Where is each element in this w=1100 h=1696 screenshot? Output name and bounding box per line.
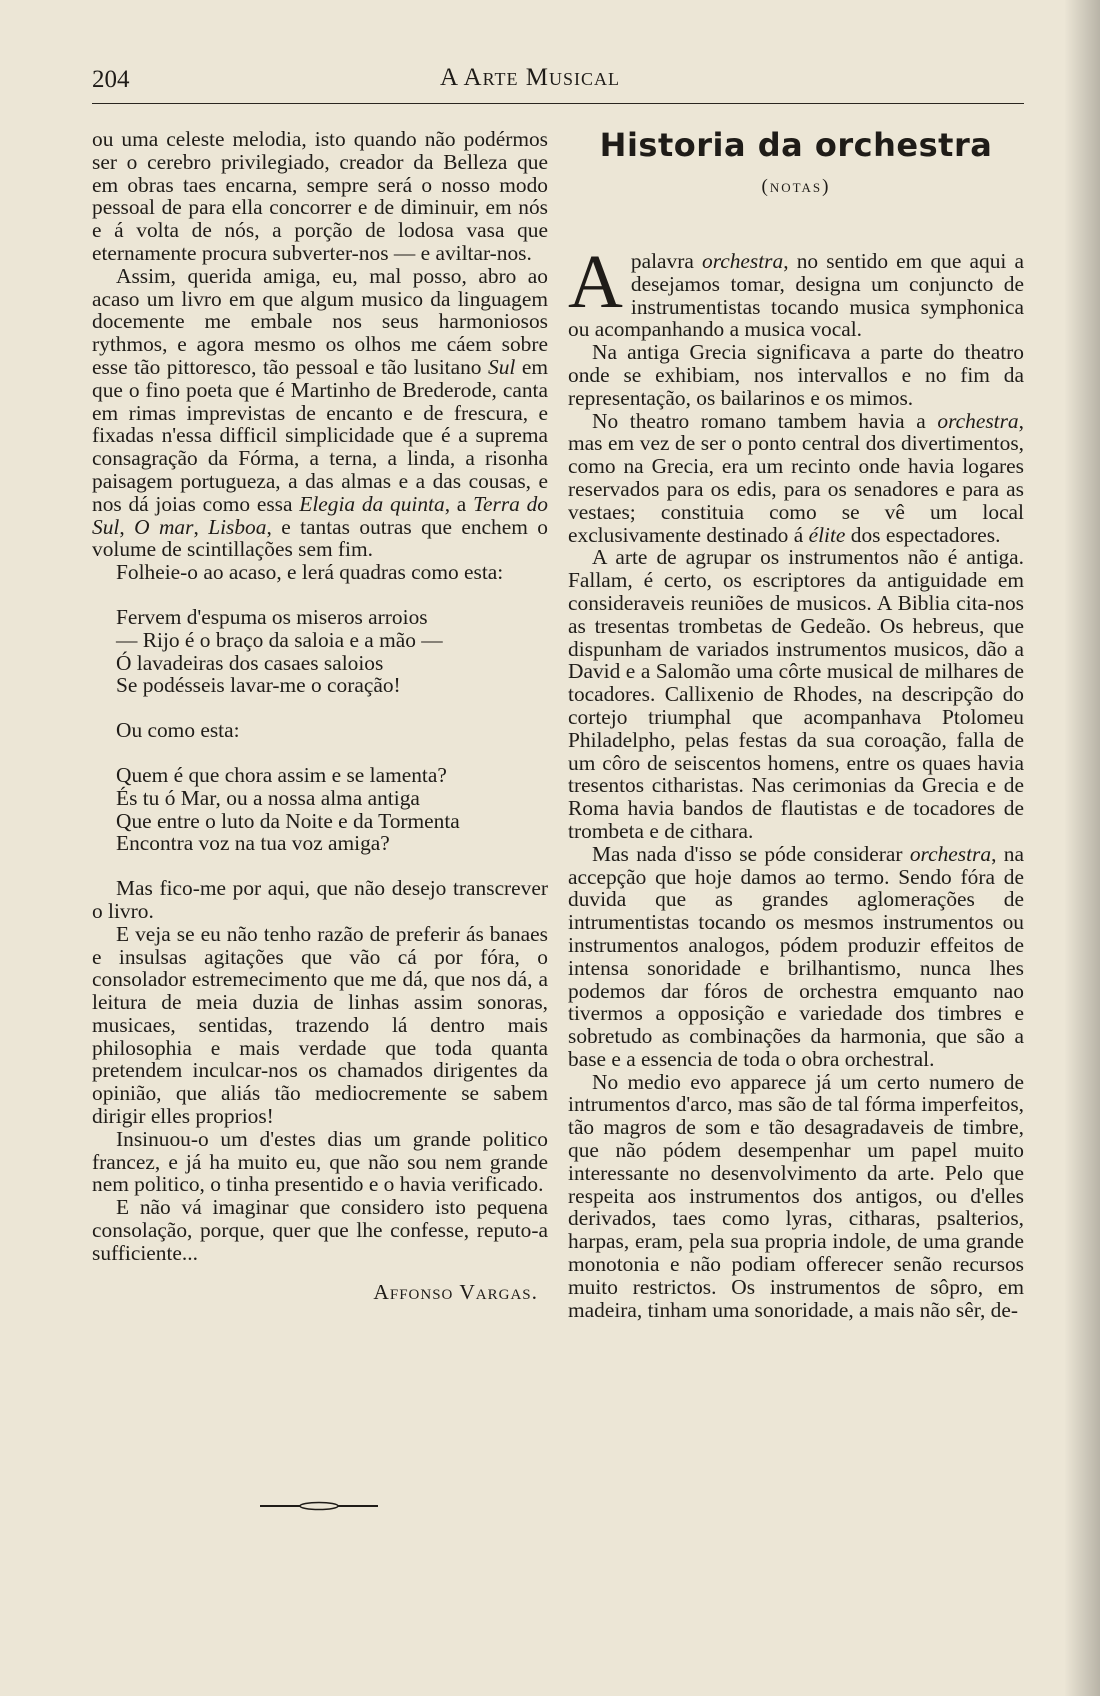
page-edge-shadow	[1064, 0, 1100, 1696]
right-paragraph-3: No theatro romano tambem havia a orchestra, mas em vez de ser o ponto central dos divertimentos, como na Grecia, era um recinto onde havia logares reservados para os edis, para os senadores e para as vestaes; constituia como se vê um local exclusivamente destinado á élite dos espectadores.	[568, 408, 1024, 547]
left-paragraph-2: Assim, querida amiga, eu, mal posso, abro ao acaso um livro em que algum musico da linguagem docemente me embale nos seus harmoniosos rythmos, e agora mesmo os olhos me cáem sobre esse tão pittoresco, tão pessoal e tão lusitano Sul em que o fino poeta que é Martinho de Brederode, canta em rimas imprevistas de encanto e de frescura, e fixadas n'essa difficil simplicidade que é a suprema consagração da Fórma, a terna, a linda, a risonha paisagem portugueza, a das almas e a das cousas, e nos dá joias como essa Elegia da quinta, a Terra do Sul, O mar, Lisboa, e tantas outras que enchem o volume de scintillações sem fim.	[92, 263, 548, 562]
divider-ornament	[260, 1500, 378, 1512]
poem-stanza-1	[116, 606, 548, 697]
right-paragraph-2: Na antiga Grecia significava a parte do theatro onde se exhibiam, nos intervallos e no fim da representação, os bailarinos e os mimos.	[568, 340, 1024, 410]
author-signature: Affonso Vargas.	[373, 1279, 538, 1304]
left-paragraph-6: E veja se eu não tenho razão de preferir ás banaes e insulsas agitações que vão cá por fóra, o consolador estremecimento que me dá, que nos dá, a leitura de meia duzia de linhas assim sonoras, musicaes, sentidas, trazendo lá dentro mais philosophia e mais verdade que toda quanta pretendem inculcar-nos os chamados dirigentes da opinião, que aliás tão mediocremente se sabem dirigir elles proprios!	[92, 921, 548, 1129]
article-title: Historia da orchestra	[599, 126, 993, 164]
right-paragraph-6: No medio evo apparece já um certo numero de intrumentos d'arco, mas são de tal fórma imperfeitos, tão magros de som e tão desagradaveis de timbre, que não pódem desempenhar um papel muito interessante no desenvolvimento da arte. Pelo que respeita aos instrumentos dos antigos, ou d'elles derivados, taes como lyras, citharas, psalterios, harpas, eram, pela sua propria indole, de uma grande monotonia e não podiam offerecer senão recursos muito restrictos. Os instrumentos de sôpro, em madeira, tinham uma sonoridade, a mais não sêr, de-	[568, 1069, 1024, 1322]
stanza-line: Quem é que chora assim e se lamenta?	[116, 762, 447, 787]
right-paragraph-1: Apalavra orchestra, no sentido em que aqui a desejamos tomar, designa um conjuncto de instrumentistas tocando musica symphonica ou acompanhando a musica vocal.	[568, 240, 1024, 342]
stanza-line: Que entre o luto da Noite e da Tormenta	[116, 808, 460, 833]
left-column	[92, 128, 548, 1303]
stanza-line: Se podésseis lavar-me o coração!	[116, 673, 401, 698]
left-paragraph-5: Mas fico-me por aqui, que não desejo transcrever o livro.	[92, 876, 548, 923]
stanza-line: És tu ó Mar, ou a nossa alma antiga	[116, 785, 420, 810]
left-paragraph-4: Ou como esta:	[116, 718, 240, 743]
stanza-line: Fervem d'espuma os miseros arroios	[116, 604, 428, 629]
page-number: 204	[92, 66, 130, 93]
left-paragraph-1: ou uma celeste melodia, isto quando não podérmos ser o cerebro privilegiado, creador da Belleza que em obras taes encarna, sempre será o nosso modo pessoal de para ella concorrer e de diminuir, em nós e á volta de nós, a porção de lodosa vasa que eternamente procura subverter-nos — e aviltar-nos.	[92, 127, 548, 265]
stanza-line: Ó lavadeiras dos casaes saloios	[116, 650, 384, 675]
article-subtitle: (notas)	[761, 176, 831, 197]
right-paragraph-4: A arte de agrupar os instrumentos não é antiga. Fallam, é certo, os escriptores da antiguidade em consideraveis reuniões de musicos. A Biblia cita-nos as tresentas trombetas de Gedeão. Os hebreus, que dispunham de variados instrumentos musicos, dão a David e a Salomão uma côrte musical de milhares de tocadores. Callixenio de Rhodes, na descripção do cortejo triumphal que acompanhava Ptolomeu Philadelpho, pelas festas da sua coroação, falla de um côro de seiscentos homens, entre os quaes havia tresentos citharistas. Nas cerimonias da Grecia e de Roma havia bandos de flautistas e de tocadores de trombeta e de cithara.	[568, 545, 1024, 843]
left-paragraph-3: Folheie-o ao acaso, e lerá quadras como esta:	[116, 560, 504, 585]
left-paragraph-8: E não vá imaginar que considero isto pequena consolação, porque, quer que lhe confesse, reputo-a sufficiente...	[92, 1195, 548, 1265]
stanza-line: — Rijo é o braço da saloia e a mão —	[116, 627, 443, 652]
left-paragraph-7: Insinuou-o um d'estes dias um grande politico francez, e já ha muito eu, que não sou nem grande nem politico, o tinha presentido e o havia verificado.	[92, 1126, 548, 1197]
stanza-line: Encontra voz na tua voz amiga?	[116, 831, 390, 856]
header-rule	[92, 103, 1024, 104]
running-title: A Arte Musical	[440, 64, 620, 91]
right-column	[568, 240, 1024, 1322]
right-paragraph-5: Mas nada d'isso se póde considerar orchestra, na accepção que hoje damos ao termo. Sendo fóra de duvida que as grandes aglomerações de intrumentistas tocando os mesmos instrumentos ou instrumentos analogos, pódem produzir effeitos de intensa sonoridade e brilhantismo, nunca lhes podemos dar fóros de orchestra emquanto nao tivermos a opposição e variedade dos timbres e sobretudo as combinações da harmonia, que são a base e a essencia de toda o obra orchestral.	[568, 841, 1024, 1071]
poem-stanza-2	[116, 764, 548, 855]
drop-cap: A	[568, 240, 623, 324]
